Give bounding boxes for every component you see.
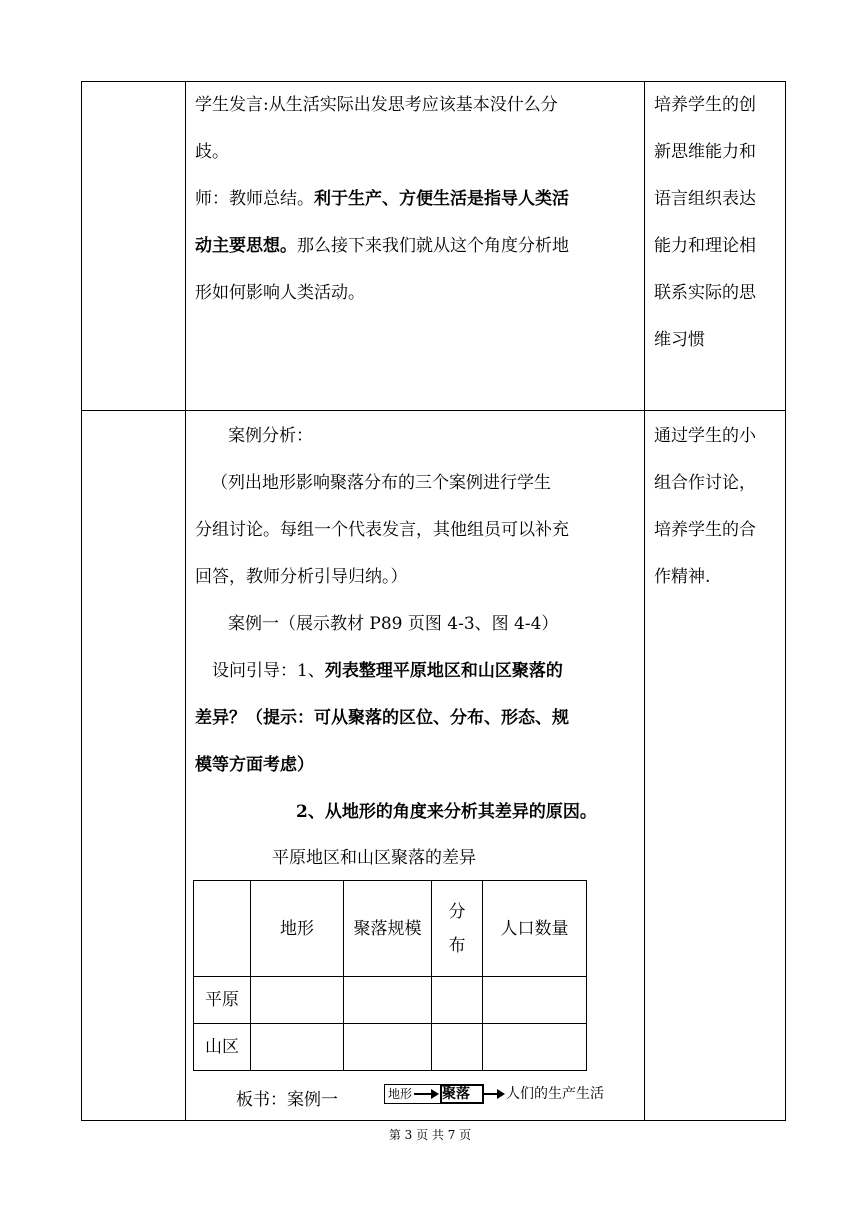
teacher-summary-line-3: 形如何影响人类活动。: [195, 283, 365, 303]
table-row: [194, 1024, 587, 1071]
table-cell: [432, 977, 483, 1024]
table-header-population: 人口数量: [483, 881, 587, 977]
goal-line-2: 新思维能力和: [654, 142, 756, 162]
teacher-key-idea: 利于生产、方便生活是指导人类活: [314, 189, 569, 209]
teacher-summary-rest: 那么接下来我们就从这个角度分析地: [297, 236, 569, 256]
table-row-label: 平原: [194, 977, 251, 1024]
table-cell: [344, 1024, 432, 1071]
difference-table-title: 平原地区和山区聚落的差异: [272, 848, 476, 868]
table-header-row: [194, 881, 587, 977]
student-speech-line-2: 歧。: [195, 142, 229, 162]
goal-line-6: 维习惯: [654, 330, 705, 350]
table-header-terrain: 地形: [251, 881, 344, 977]
case-one-line: 案例一（展示教材 P89 页图 4-3、图 4-4）: [228, 614, 559, 634]
goal2-line-2: 组合作讨论，: [654, 473, 756, 493]
goal-line-1: 培养学生的创: [654, 95, 756, 115]
question-line-4: 2、从地形的角度来分析其差异的原因。: [296, 802, 597, 822]
question-prefix: 设问引导：1、: [212, 661, 325, 681]
question-bold-1: 列表整理平原地区和山区聚落的: [324, 661, 563, 681]
goal-line-3: 语言组织表达: [654, 189, 756, 209]
goal2-line-4: 作精神.: [654, 567, 711, 587]
flow-node-terrain: 地形: [388, 1087, 413, 1101]
question-line-1: [212, 648, 563, 695]
teacher-summary-line-2: [195, 223, 569, 270]
question-line-2: 差异？（提示：可从聚落的区位、分布、形态、规: [195, 708, 569, 728]
goal-line-5: 联系实际的思: [654, 283, 756, 303]
goal-line-4: 能力和理论相: [654, 236, 756, 256]
case-analysis-title: 案例分析：: [228, 426, 313, 446]
teacher-summary-line-1: [195, 176, 569, 223]
column-divider-2: [644, 81, 645, 1121]
intro-line-1: （列出地形影响聚落分布的三个案例进行学生: [211, 473, 551, 493]
student-speech-line-1: 学生发言:从生活实际出发思考应该基本没什么分: [195, 95, 558, 115]
row-divider: [81, 410, 786, 411]
table-cell: [251, 977, 344, 1024]
teacher-prefix: 师：教师总结。: [195, 189, 314, 209]
teacher-key-idea-end: 动主要思想。: [195, 236, 297, 256]
arrow-icon: [484, 1088, 506, 1100]
flow-node-settlement: 聚落: [442, 1086, 470, 1102]
column-divider-1: [185, 81, 186, 1121]
table-cell: [432, 1024, 483, 1071]
table-header-settlement-size: 聚落规模: [344, 881, 432, 977]
table-row: [194, 977, 587, 1024]
flow-node-human-life: 人们的生产生活: [506, 1086, 604, 1102]
table-cell: [251, 1024, 344, 1071]
table-cell: [483, 1024, 587, 1071]
intro-line-2: 分组讨论。每组一个代表发言，其他组员可以补充: [195, 520, 569, 540]
page-footer: 第 3 页 共 7 页: [388, 1128, 472, 1142]
table-row-label: 山区: [194, 1024, 251, 1071]
arrow-icon: [414, 1088, 440, 1100]
intro-line-3: 回答，教师分析引导归纳。）: [195, 567, 408, 587]
table-cell: [344, 977, 432, 1024]
goal2-line-3: 培养学生的合: [654, 520, 756, 540]
goal2-line-1: 通过学生的小: [654, 426, 756, 446]
table-cell: [483, 977, 587, 1024]
difference-table: [193, 880, 587, 1071]
question-line-3: 模等方面考虑）: [195, 755, 314, 775]
flow-diagram: [384, 1080, 614, 1110]
table-header-empty: [194, 881, 251, 977]
table-header-distribution: 分布: [432, 881, 483, 977]
blackboard-label: 板书：案例一: [236, 1090, 338, 1110]
